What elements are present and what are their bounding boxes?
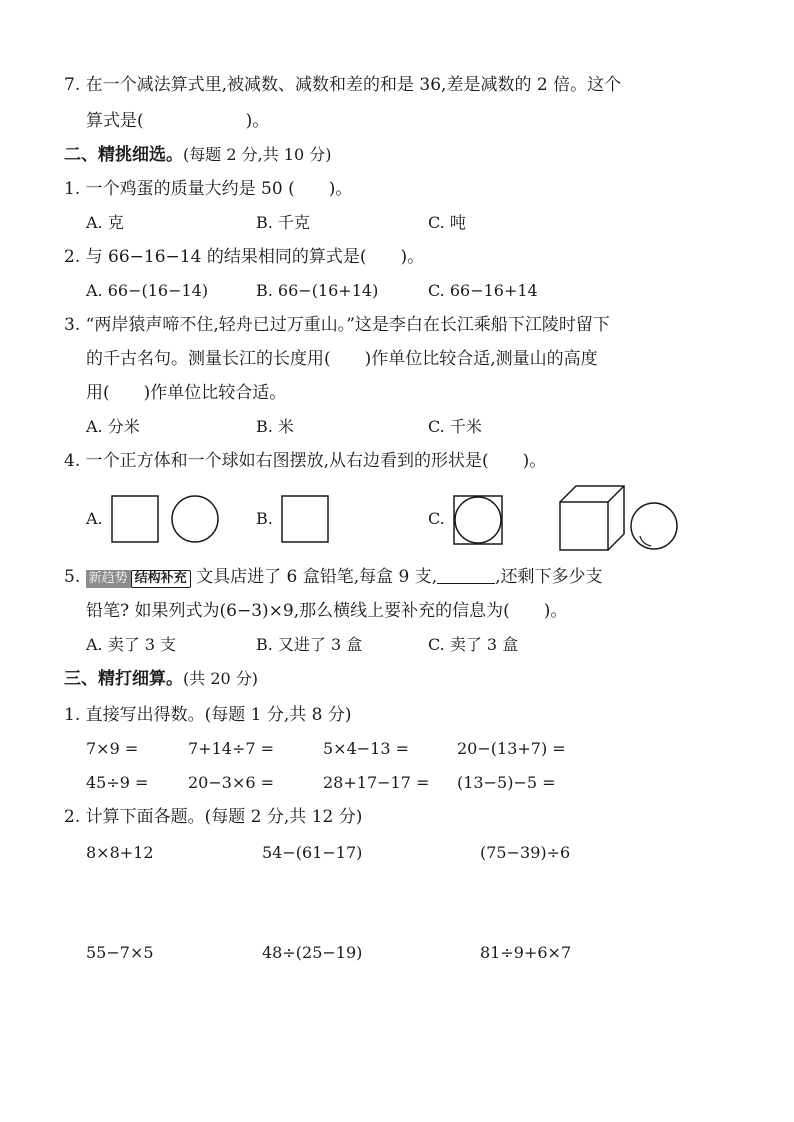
section2-title: 二、精挑细选。: [64, 145, 183, 165]
calc-problem: 81÷9+6×7: [480, 943, 572, 962]
s2q3-line3: 用( )作单位比较合适。: [86, 383, 287, 403]
s2q5-text-part1: 文具店进了 6 盒铅笔,每盒 9 支,: [196, 567, 438, 587]
s2q5-line2: 铅笔? 如果列式为(6−3)×9,那么横线上要补充的信息为( )。: [86, 601, 568, 621]
cube-and-sphere-figure: [556, 484, 682, 554]
s3q2-stem: 2. 计算下面各题。(每题 2 分,共 12 分): [64, 807, 363, 827]
s2q3-line2: 的千古名句。测量长江的长度用( )作单位比较合适,测量山的高度: [86, 349, 598, 369]
s2q5-option-c[interactable]: C. 卖了 3 盒: [428, 635, 519, 654]
square-shape: [282, 496, 328, 542]
option-c-circle-in-square-figure: [452, 494, 504, 546]
calc-problem: 55−7×5: [86, 943, 154, 962]
s3q1-stem: 1. 直接写出得数。(每题 1 分,共 8 分): [64, 705, 352, 725]
new-trend-badge: 新趋势: [86, 570, 131, 588]
section3-title: 三、精打细算。: [64, 669, 183, 689]
oral-calc-item[interactable]: 7+14÷7 =: [188, 739, 275, 758]
fill-in-blank-line[interactable]: [437, 567, 495, 584]
s2q5-option-b[interactable]: B. 又进了 3 盒: [256, 635, 363, 654]
square-shape: [454, 496, 502, 544]
s2q5-number: 5.: [64, 567, 81, 587]
sphere-shape: [631, 503, 677, 549]
s2q4-stem: 4. 一个正方体和一个球如右图摆放,从右边看到的形状是( )。: [64, 451, 547, 471]
oral-calc-item[interactable]: 7×9 =: [86, 739, 139, 758]
structure-supplement-badge: 结构补充: [131, 570, 191, 588]
s2q3-option-a[interactable]: A. 分米: [86, 417, 140, 436]
s2q2-option-b[interactable]: B. 66−(16+14): [256, 281, 379, 300]
section2-heading: [64, 144, 331, 166]
s2q3-option-c[interactable]: C. 千米: [428, 417, 482, 436]
calc-problem: 8×8+12: [86, 843, 154, 862]
s2q1-stem: 1. 一个鸡蛋的质量大约是 50 ( )。: [64, 179, 353, 199]
oral-calc-item[interactable]: 20−3×6 =: [188, 773, 275, 792]
s2q5-text-part2: ,还剩下多少支: [495, 567, 603, 587]
s2q3-line1: 3. “两岸猿声啼不住,轻舟已过万重山。”这是李白在长江乘船下江陵时留下: [64, 315, 610, 335]
s2q1-option-a[interactable]: A. 克: [86, 213, 124, 232]
calc-problem: 48÷(25−19): [262, 943, 363, 962]
q7-line2: 算式是( )。: [86, 111, 270, 131]
section2-note: (每题 2 分,共 10 分): [183, 145, 332, 164]
square-shape: [112, 496, 158, 542]
calc-problem: 54−(61−17): [262, 843, 363, 862]
section3-note: (共 20 分): [183, 669, 259, 688]
s2q1-option-b[interactable]: B. 千克: [256, 213, 310, 232]
s2q4-option-b[interactable]: B.: [256, 509, 273, 528]
s2q2-stem: 2. 与 66−16−14 的结果相同的算式是( )。: [64, 247, 425, 267]
oral-calc-item[interactable]: (13−5)−5 =: [457, 773, 556, 792]
s2q2-option-c[interactable]: C. 66−16+14: [428, 281, 538, 300]
s2q2-option-a[interactable]: A. 66−(16−14): [86, 281, 209, 300]
circle-shape: [455, 497, 501, 543]
oral-calc-item[interactable]: 28+17−17 =: [323, 773, 430, 792]
option-a-square-circle-figure: [110, 494, 222, 544]
q7-line1: 7. 在一个减法算式里,被减数、减数和差的和是 36,差是减数的 2 倍。这个: [64, 75, 622, 95]
s2q5-option-a[interactable]: A. 卖了 3 支: [86, 635, 177, 654]
oral-calc-item[interactable]: 45÷9 =: [86, 773, 149, 792]
oral-calc-item[interactable]: 20−(13+7) =: [457, 739, 566, 758]
s2q4-option-c[interactable]: C.: [428, 509, 445, 528]
s2q5-line1: [64, 566, 603, 588]
circle-shape: [172, 496, 218, 542]
s2q1-option-c[interactable]: C. 吨: [428, 213, 466, 232]
s2q3-option-b[interactable]: B. 米: [256, 417, 294, 436]
s2q4-option-a[interactable]: A.: [86, 509, 103, 528]
cube-shape: [560, 486, 624, 550]
section3-heading: [64, 668, 258, 690]
calc-problem: (75−39)÷6: [480, 843, 571, 862]
oral-calc-item[interactable]: 5×4−13 =: [323, 739, 410, 758]
option-b-square-figure: [280, 494, 330, 544]
